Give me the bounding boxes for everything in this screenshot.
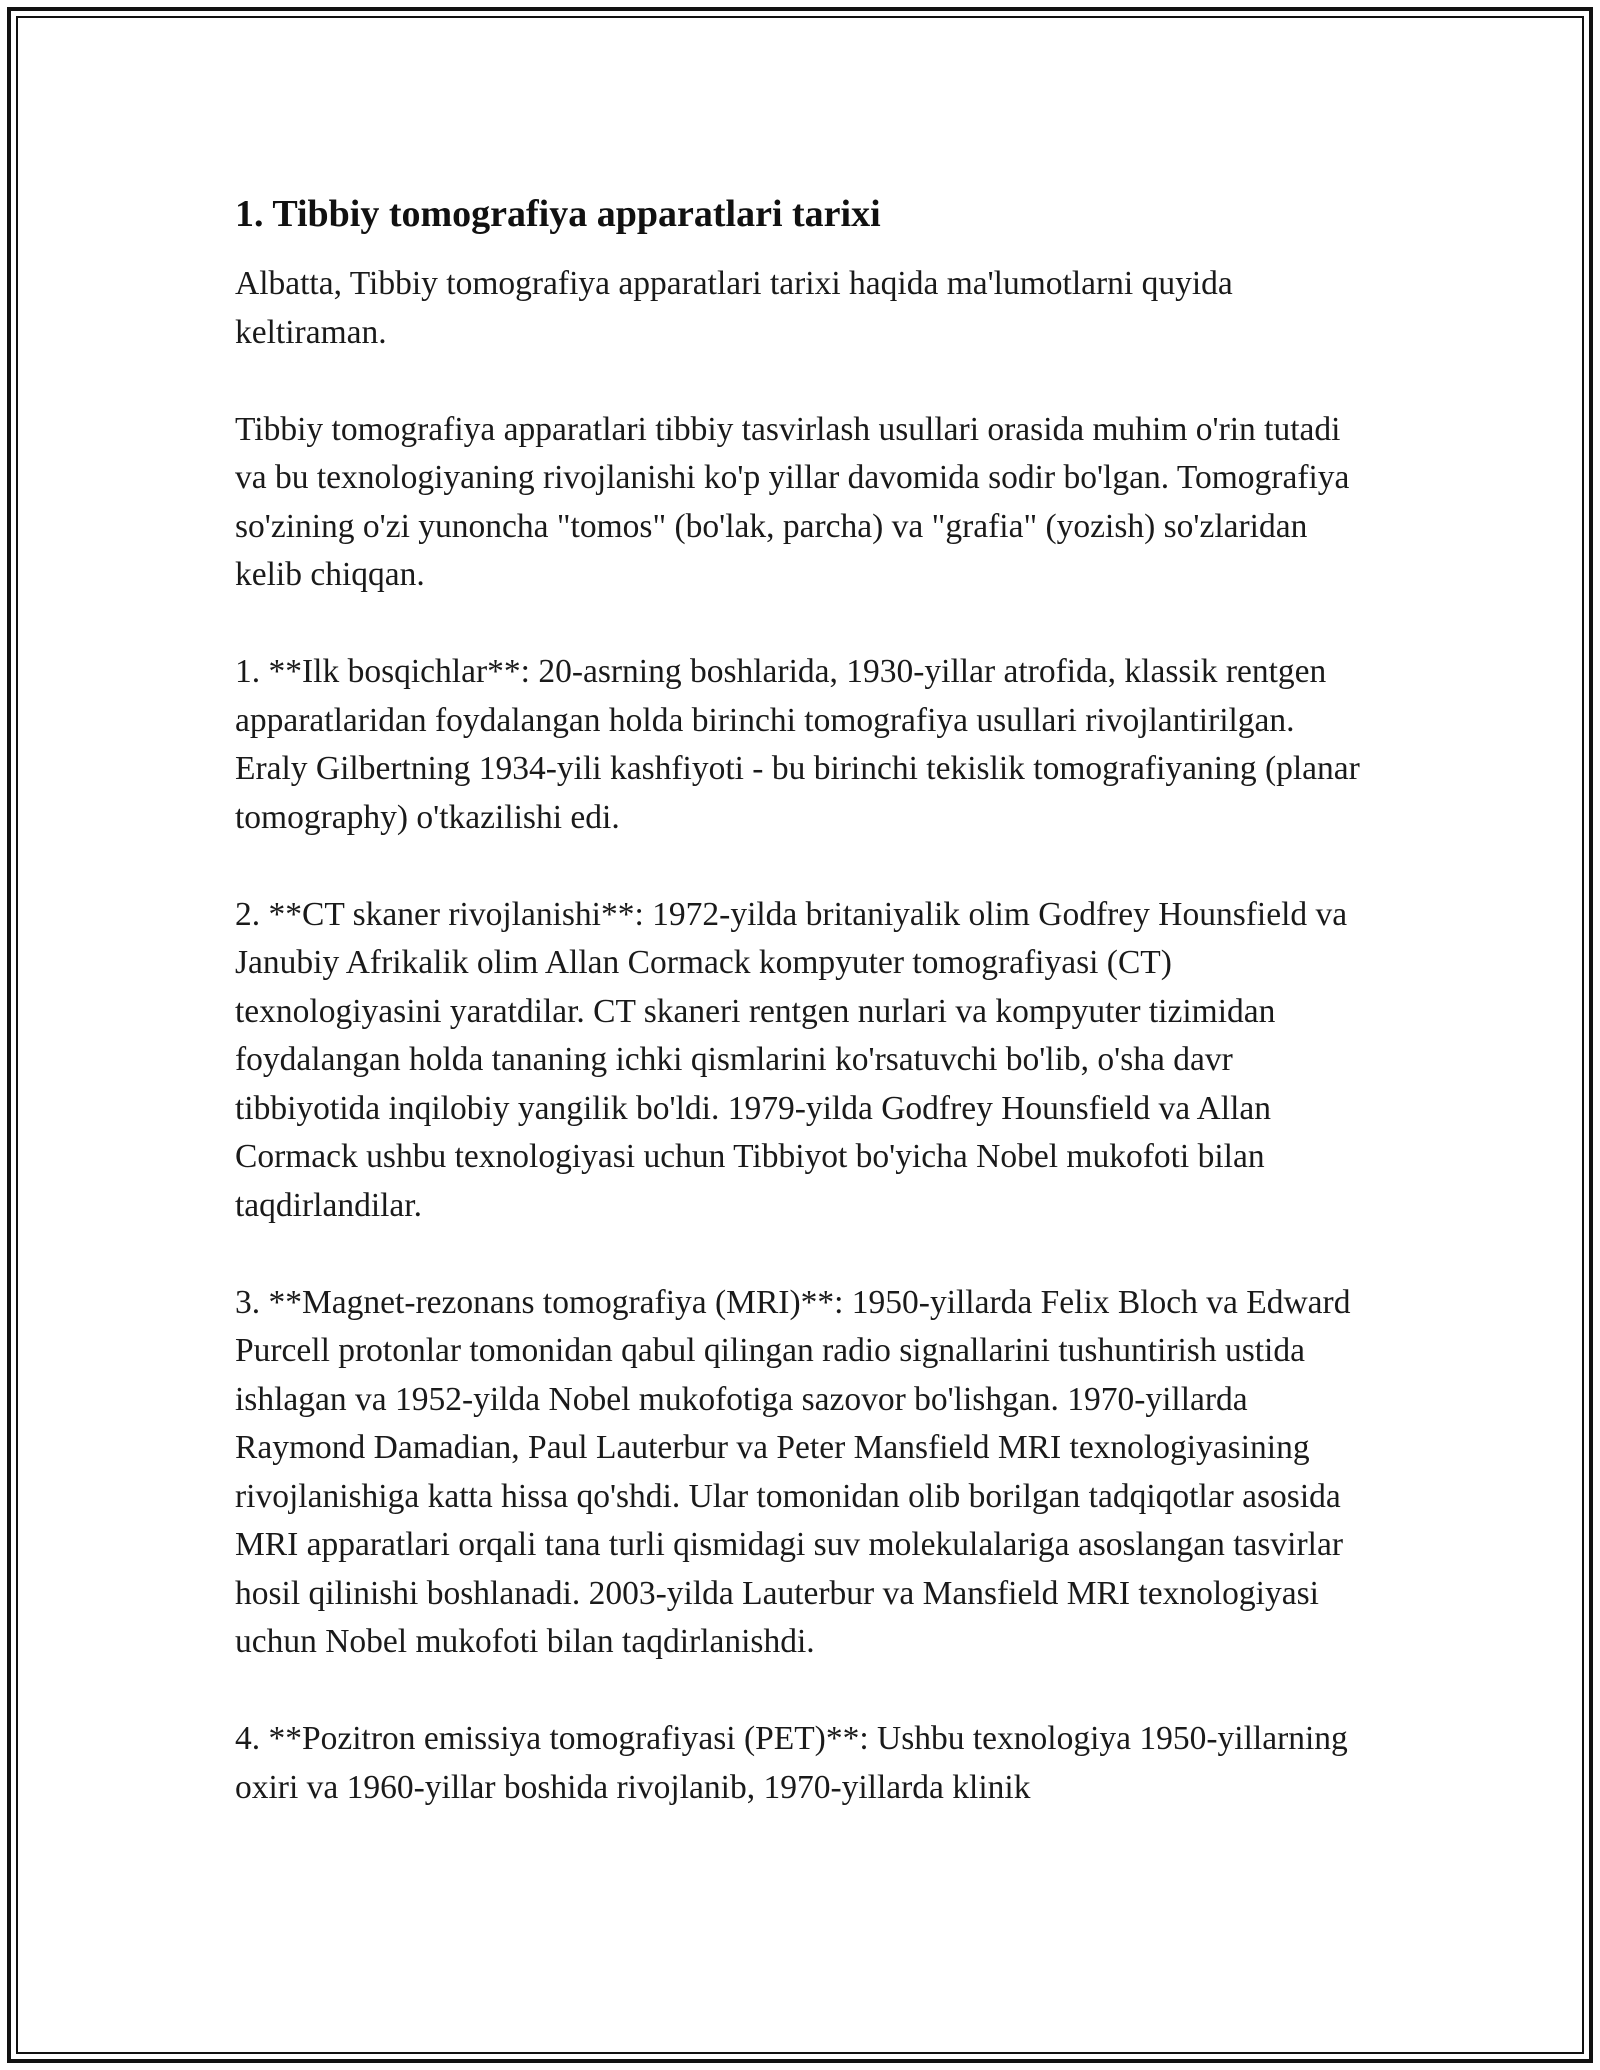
- document-body: [235, 190, 1365, 1861]
- paragraph-intro: Albatta, Tibbiy tomografiya apparatlari tarixi haqida ma'lumotlarni quyida keltiraman.: [235, 265, 1233, 351]
- document-title: 1. Tibbiy tomografiya apparatlari tarixi: [235, 193, 881, 235]
- paragraph-overview: Tibbiy tomografiya apparatlari tibbiy tasvirlash usullari orasida muhim o'rin tutadi va bu texnologiyaning rivojlanishi ko'p yillar davomida sodir bo'lgan. Tomografiya so'zining o'zi yunoncha "tomos" (bo'lak, parcha) va "grafia" (yozish) so'zlaridan kelib chiqqan.: [235, 410, 1350, 593]
- paragraph-ct-scanner: 2. **CT skaner rivojlanishi**: 1972-yilda britaniyalik olim Godfrey Hounsfield va Janubiy Afrikalik olim Allan Cormack kompyuter tomografiyasi (CT) texnologiyasini yaratdilar. CT skaneri rentgen nurlari va kompyuter tizimidan foydalangan holda tananing ichki qismlarini ko'rsatuvchi bo'lib, o'sha davr tibbiyotida inqilobiy yangilik bo'ldi. 1979-yilda Godfrey Hounsfield va Allan Cormack ushbu texnologiyasi uchun Tibbiyot bo'yicha Nobel mukofoti bilan taqdirlandilar.: [235, 895, 1348, 1224]
- paragraph-mri: 3. **Magnet-rezonans tomografiya (MRI)**: 1950-yillarda Felix Bloch va Edward Purcell protonlar tomonidan qabul qilingan radio signallarini tushuntirish ustida ishlagan va 1952-yilda Nobel mukofotiga sazovor bo'lishgan. 1970-yillarda Raymond Damadian, Paul Lauterbur va Peter Mansfield MRI texnologiyasining rivojlanishiga katta hissa qo'shdi. Ular tomonidan olib borilgan tadqiqotlar asosida MRI apparatlari orqali tana turli qismidagi suv molekulalariga asoslangan tasvirlar hosil qilinishi boshlanadi. 2003-yilda Lauterbur va Mansfield MRI texnologiyasi uchun Nobel mukofoti bilan taqdirlanishdi.: [235, 1283, 1351, 1660]
- paragraph-early-stages: 1. **Ilk bosqichlar**: 20-asrning boshlarida, 1930-yillar atrofida, klassik rentgen apparatlaridan foydalangan holda birinchi tomografiya usullari rivojlantirilgan. Eraly Gilbertning 1934-yili kashfiyoti - bu birinchi tekislik tomografiyaning (planar tomography) o'tkazilishi edi.: [235, 653, 1360, 836]
- paragraph-pet: 4. **Pozitron emissiya tomografiyasi (PET)**: Ushbu texnologiya 1950-yillarning oxiri va 1960-yillar boshida rivojlanib, 1970-yillarda klinik: [235, 1720, 1348, 1806]
